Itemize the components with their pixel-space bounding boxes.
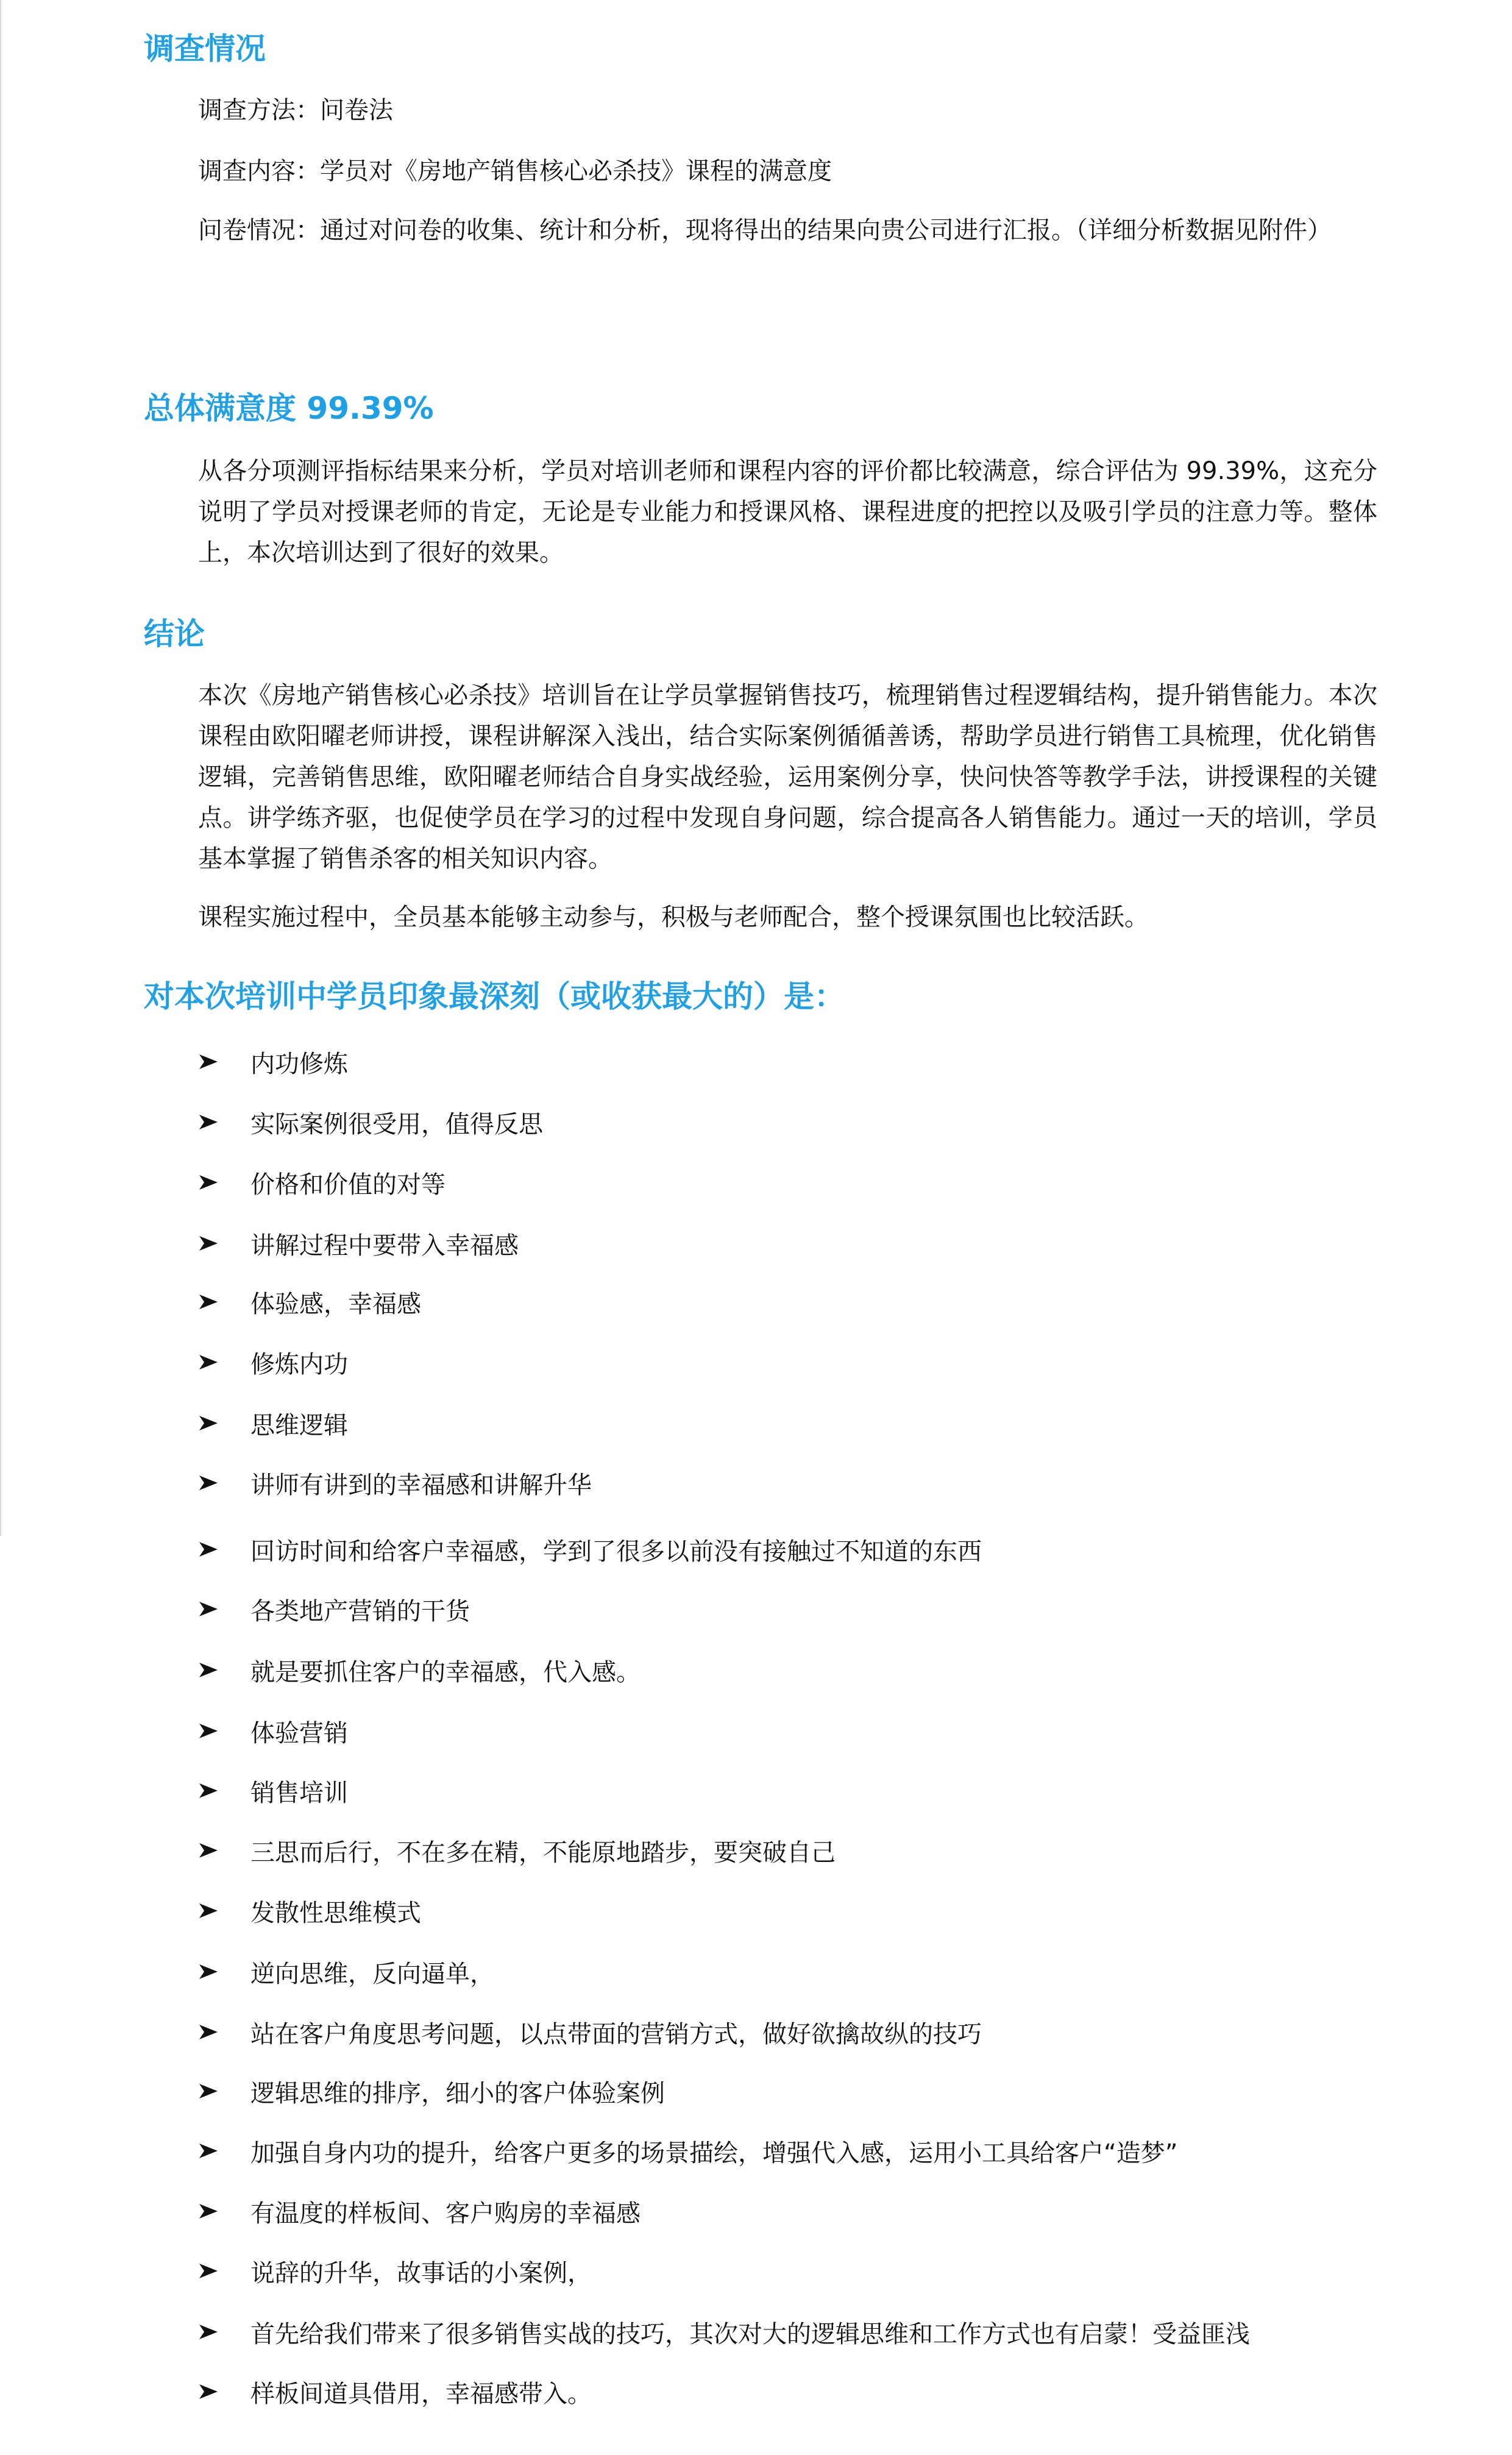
conclusion-paragraph-2: 课程实施过程中，全员基本能够主动参与，积极与老师配合，整个授课氛围也比较活跃。 (198, 903, 1149, 931)
arrowhead-bullet-icon (198, 1782, 250, 1799)
list-item (198, 1531, 1386, 1568)
arrowhead-bullet-icon (198, 1722, 250, 1739)
list-item (198, 1465, 1386, 1501)
list-item (198, 2133, 1386, 2169)
list-item-text: 有温度的样板间、客户购房的幸福感 (250, 2199, 641, 2228)
arrowhead-bullet-icon (198, 2023, 250, 2041)
arrowhead-bullet-icon (198, 1415, 250, 1432)
list-item (198, 1953, 1386, 1990)
conclusion-paragraph-1: 本次《房地产销售核心必杀技》培训旨在让学员掌握销售技巧，梳理销售过程逻辑结构，提升销售能力。本次课程由欧阳曜老师讲授，课程讲解深入浅出，结合实际案例循循善诱，帮助学员进行销售工具梳理，优化销售逻辑，完善销售思维，欧阳曜老师结合自身实战经验，运用案例分享，快问快答等教学手法，讲授课程的关键点。讲学练齐驱，也促使学员在学习的过程中发现自身问题，综合提高各人销售能力。通过一天的培训，学员基本掌握了销售杀客的相关知识内容。 (198, 681, 1377, 873)
arrowhead-bullet-icon (198, 2323, 250, 2340)
list-item-text: 发散性思维模式 (250, 1899, 421, 1927)
survey-method: 调查方法：问卷法 (198, 96, 393, 124)
list-item (198, 2253, 1386, 2289)
page-left-border (0, 0, 1, 1536)
list-item (198, 2014, 1386, 2050)
arrowhead-bullet-icon (198, 1842, 250, 1859)
list-item (198, 1405, 1386, 1441)
list-item (198, 2073, 1386, 2109)
list-item-text: 内功修炼 (250, 1050, 348, 1078)
survey-content: 调查内容：学员对《房地产销售核心必杀技》课程的满意度 (198, 157, 832, 185)
arrowhead-bullet-icon (198, 1354, 250, 1371)
list-item (198, 1772, 1386, 1809)
arrowhead-bullet-icon (198, 1601, 250, 1618)
list-item-text: 逆向思维，反向逼单， (250, 1959, 494, 1988)
arrowhead-bullet-icon (198, 1174, 250, 1191)
list-item (198, 1164, 1386, 1201)
arrowhead-bullet-icon (198, 2203, 250, 2220)
list-item-text: 讲师有讲到的幸福感和讲解升华 (250, 1471, 592, 1499)
list-item (198, 1652, 1386, 1688)
list-item-text: 体验营销 (250, 1719, 348, 1747)
list-item (198, 1284, 1386, 1320)
arrowhead-bullet-icon (198, 2383, 250, 2400)
arrowhead-bullet-icon (198, 1541, 250, 1558)
list-item (198, 1591, 1386, 1627)
list-item-text: 实际案例很受用，值得反思 (250, 1110, 543, 1139)
list-item (198, 2373, 1386, 2410)
list-item-text: 首先给我们带来了很多销售实战的技巧，其次对大的逻辑思维和工作方式也有启蒙！受益匪浅 (250, 2320, 1250, 2348)
arrowhead-bullet-icon (198, 1963, 250, 1980)
arrowhead-bullet-icon (198, 2262, 250, 2279)
list-item (198, 1225, 1386, 1262)
list-item (198, 1344, 1386, 1380)
list-item-text: 三思而后行，不在多在精，不能原地踏步，要突破自己 (250, 1838, 836, 1867)
survey-questionnaire: 问卷情况：通过对问卷的收集、统计和分析，现将得出的结果向贵公司进行汇报。（详细分析数据见附件） (198, 216, 1332, 244)
list-item-text: 修炼内功 (250, 1350, 348, 1379)
list-item (198, 1104, 1386, 1140)
arrowhead-bullet-icon (198, 2083, 250, 2100)
list-item (198, 1832, 1386, 1869)
impressions-heading: 对本次培训中学员印象最深刻（或收获最大的）是： (144, 979, 845, 1014)
list-item (198, 2314, 1386, 2350)
list-item-text: 销售培训 (250, 1778, 348, 1807)
survey-heading: 调查情况 (144, 31, 266, 66)
list-item-text: 思维逻辑 (250, 1411, 348, 1440)
conclusion-heading: 结论 (144, 616, 205, 652)
list-item-text: 体验感，幸福感 (250, 1290, 421, 1318)
list-item-text: 讲解过程中要带入幸福感 (250, 1231, 519, 1260)
list-item-text: 样板间道具借用，幸福感带入。 (250, 2379, 592, 2408)
arrowhead-bullet-icon (198, 1114, 250, 1131)
list-item-text: 各类地产营销的干货 (250, 1597, 470, 1625)
arrowhead-bullet-icon (198, 1661, 250, 1679)
list-item (198, 1043, 1386, 1080)
list-item (198, 1892, 1386, 1929)
arrowhead-bullet-icon (198, 2142, 250, 2159)
arrowhead-bullet-icon (198, 1235, 250, 1252)
list-item (198, 2193, 1386, 2229)
satisfaction-heading: 总体满意度 99.39% (144, 391, 434, 426)
arrowhead-bullet-icon (198, 1474, 250, 1491)
list-item-text: 说辞的升华，故事话的小案例， (250, 2259, 592, 2287)
list-item-text: 加强自身内功的提升，给客户更多的场景描绘，增强代入感，运用小工具给客户“造梦” (250, 2139, 1178, 2167)
list-item-text: 逻辑思维的排序，细小的客户体验案例 (250, 2079, 665, 2108)
list-item-text: 站在客户角度思考问题，以点带面的营销方式，做好欲擒故纵的技巧 (250, 2020, 982, 2048)
arrowhead-bullet-icon (198, 1293, 250, 1310)
list-item-text: 就是要抓住客户的幸福感，代入感。 (250, 1658, 641, 1686)
arrowhead-bullet-icon (198, 1053, 250, 1070)
list-item (198, 1713, 1386, 1749)
arrowhead-bullet-icon (198, 1902, 250, 1919)
satisfaction-text: 从各分项测评指标结果来分析，学员对培训老师和课程内容的评价都比较满意，综合评估为 99.39%，这充分说明了学员对授课老师的肯定，无论是专业能力和授课风格、课程进度的把控以及吸引学员的注意力等。整体上，本次培训达到了很好的效果。 (198, 457, 1377, 567)
list-item-text: 回访时间和给客户幸福感，学到了很多以前没有接触过不知道的东西 (250, 1537, 982, 1566)
list-item-text: 价格和价值的对等 (250, 1170, 445, 1199)
